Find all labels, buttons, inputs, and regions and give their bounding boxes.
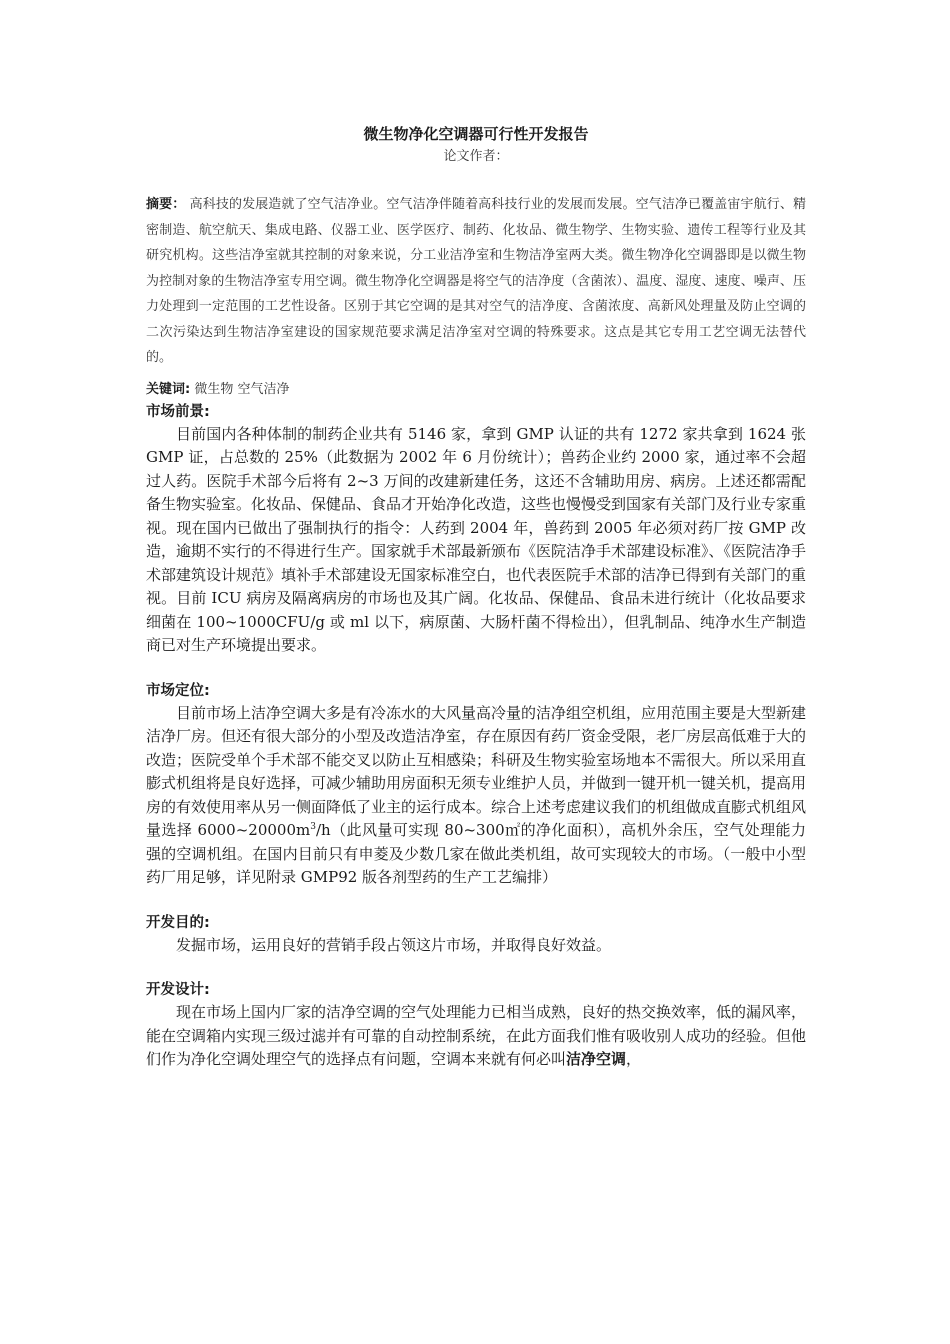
document-title: 微生物净化空调器可行性开发报告 [363, 125, 589, 143]
abstract-label: 摘要： [146, 197, 186, 212]
abstract-text: 高科技的发展造就了空气洁净业。空气洁净伴随着高科技行业的发展而发展。空气洁净已覆盖宙宇航行、精密制造、航空航天、集成电路、仪器工业、医学医疗、制药、化妆品、微生物学、生物实验、遗传工程等行业及其研究机构。这些洁净室就其控制的对象来说，分工业洁净室和生物洁净室两大类。微生物净化空调器即是以微生物为控制对象的生物洁净室专用空调。微生物净化空调器是将空气的洁净度（含菌浓）、温度、湿度、速度、噪声、压力处理到一定范围的工艺性设备。区别于其它空调的是其对空气的洁净度、含菌浓度、高新风处理量及防止空调的二次污染达到生物洁净室建设的国家规范要求满足洁净室对空调的特殊要求。这点是其它专用工艺空调无法替代的。 [146, 197, 806, 365]
section-gap [146, 890, 806, 912]
section-heading-market-prospect: 市场前景: [146, 403, 210, 420]
superscript-cubic: 3 [310, 822, 316, 832]
document-page [146, 122, 806, 1072]
keywords-text: 微生物 空气洁净 [190, 381, 290, 397]
keywords-line [146, 379, 806, 401]
keywords-label: 关键词: [146, 381, 191, 397]
dev-design-text: 现在市场上国内厂家的洁净空调的空气处理能力已相当成熟，良好的热交换效率，低的漏风率，能在空调箱内实现三级过滤并有可靠的自动控制系统，在此方面我们惟有吸收别人成功的经验。但他们作为净化空调处理空气的选择点有问题，空调本来就有何必叫 [146, 1003, 807, 1068]
section-heading-dev-purpose: 开发目的: [146, 914, 210, 931]
dev-design-tail-punct: ， [626, 1050, 642, 1068]
section-gap [146, 658, 806, 680]
dev-design-paragraph [146, 1001, 806, 1072]
abstract-paragraph [146, 192, 806, 371]
dev-purpose-paragraph: 发掘市场，运用良好的营销手段占领这片市场，并取得良好效益。 [176, 935, 612, 954]
section-heading-market-position: 市场定位: [146, 682, 210, 699]
section-gap [146, 957, 806, 979]
market-prospect-paragraph: 目前国内各种体制的制药企业共有 5146 家，拿到 GMP 认证的共有 1272 家共拿到 1624 张 GMP 证，占总数的 25%（此数据为 2002 年 6 月份统计）；兽药企业约 2000 家，通过率不会超过人药。医院手术部今后将有 2~3 万间的改建新建任务，这还不含辅助用房、病房。上述还都需配备生物实验室。化妆品、保健品、食品才开始净化改造，这些也慢慢受到国家有关部门及行业专家重视。现在国内已做出了强制执行的指令：人药到 2004 年，兽药到 2005 年必须对药厂按 GMP 改造，逾期不实行的不得进行生产。国家就手术部最新颁布《医院洁净手术部建设标准》、《医院洁净手术部建筑设计规范》填补手术部建设无国家标准空白，也代表医院手术部的洁净已得到有关部门的重视。目前 ICU 病房及隔离病房的市场也及其广阔。化妆品、保健品、食品未进行统计（化妆品要求细菌在 100~1000CFU/g 或 ml 以下，病原菌、大肠杆菌不得检出），但乳制品、纯净水生产制造商已对生产环境提出要求。 [146, 424, 807, 654]
section-heading-dev-design: 开发设计: [146, 982, 210, 998]
market-position-text-a: 目前市场上洁净空调大多是有冷冻水的大风量高冷量的洁净组空机组，应用范围主要是大型新建洁净厂房。但还有很大部分的小型及改造洁净室，存在原因有药厂资金受限，老厂房层高低难于大的改造；医院受单个手术部不能交叉以防止互相感染；科研及生物实验室场地本不需很大。所以采用直膨式机组将是良好选择，可减少辅助用房面积无须专业维护人员，并做到一键开机一键关机，提高用房的有效使用率从另一侧面降低了业主的运行成本。综合上述考虑建议我们的机组做成直膨式机组风量选择 6000~20000m [146, 703, 807, 839]
market-position-text-b: /h（此风量可实现 80~300㎡的净化面积），高机外余压，空气处理能力强的空调机组。在国内目前只有申菱及少数几家在做此类机组，故可实现较大的市场。（一般中小型药厂用足够，详见附录 GMP92 版各剂型药的生产工艺编排） [146, 821, 806, 886]
market-position-paragraph [146, 702, 806, 890]
author-line: 论文作者： [443, 149, 509, 164]
dev-design-bold-term: 洁净空调 [566, 1050, 627, 1068]
